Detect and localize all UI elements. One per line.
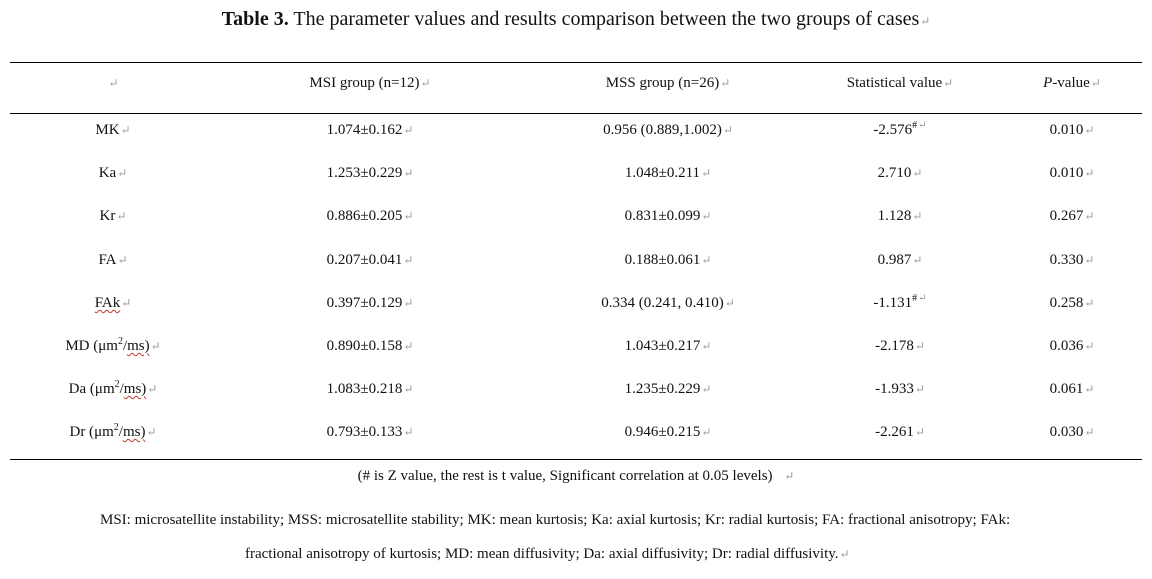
footnote-line-1: MSI: microsatellite instability; MSS: microsatellite stability; MK: mean kurtosis; Ka: axial kurtosis; Kr: radial kurtosis; FA: fractional anisotropy; FAk: — [100, 512, 1011, 528]
paragraph-mark-icon: ↵ — [839, 547, 850, 561]
paragraph-mark-icon: ↵ — [943, 76, 954, 90]
paragraph-mark-icon: ↵ — [918, 293, 927, 304]
cell-statistic — [873, 294, 926, 312]
cell-parameter — [69, 423, 156, 441]
mss-value: 0.956 (0.889,1.002) — [603, 122, 722, 138]
paragraph-mark-icon: ↵ — [914, 339, 925, 353]
paragraph-mark-icon: ↵ — [146, 425, 157, 439]
unit-exponent: 2 — [117, 336, 123, 347]
msi-value: 0.793±0.133 — [326, 424, 403, 440]
unit-exponent: 2 — [114, 379, 120, 390]
cell-parameter — [65, 337, 160, 355]
cell-msi — [327, 423, 414, 441]
msi-value: 1.253±0.229 — [326, 165, 403, 181]
mss-value: 0.946±0.215 — [624, 424, 701, 440]
param-name: Da ( — [68, 381, 95, 397]
param-unit: / — [119, 381, 124, 397]
cell-msi — [327, 164, 414, 182]
paragraph-mark-icon: ↵ — [121, 296, 132, 310]
param-name: MD ( — [65, 338, 99, 354]
cell-statistic — [878, 251, 923, 269]
paragraph-mark-icon: ↵ — [1084, 123, 1095, 137]
paragraph-mark-icon: ↵ — [918, 120, 927, 131]
paragraph-mark-icon: ↵ — [108, 76, 119, 90]
cell-p-value — [1050, 294, 1095, 312]
msi-value: 1.074±0.162 — [326, 122, 403, 138]
table-caption: The parameter values and results comparison between the two groups of cases — [288, 8, 920, 30]
msi-value: 0.886±0.205 — [326, 208, 403, 224]
footnote — [100, 503, 1130, 537]
mss-value: 0.831±0.099 — [624, 208, 701, 224]
msi-value: 0.207±0.041 — [326, 252, 403, 268]
cell-msi — [327, 337, 414, 355]
paragraph-mark-icon: ↵ — [1084, 166, 1095, 180]
cell-p-value — [1050, 380, 1095, 398]
paragraph-mark-icon: ↵ — [1084, 296, 1095, 310]
param-unit: μm — [94, 381, 115, 397]
table-title — [0, 8, 1152, 31]
cell-msi — [327, 380, 414, 398]
paragraph-mark-icon: ↵ — [724, 296, 735, 310]
paragraph-mark-icon: ↵ — [403, 123, 414, 137]
paragraph-mark-icon: ↵ — [1084, 425, 1095, 439]
paragraph-mark-icon: ↵ — [403, 339, 414, 353]
cell-mss — [625, 164, 711, 182]
statistic-value: -2.178 — [875, 338, 914, 354]
statistic-value: -2.576 — [873, 122, 913, 138]
p-value: 0.010 — [1049, 165, 1084, 181]
param-name: Kr — [99, 208, 116, 224]
header-msi — [309, 74, 430, 92]
paragraph-mark-icon: ↵ — [403, 209, 414, 223]
mss-value: 0.334 (0.241, 0.410) — [601, 295, 724, 311]
z-value-marker: # — [912, 120, 918, 131]
msi-value: 0.397±0.129 — [326, 295, 403, 311]
p-value: 0.267 — [1049, 208, 1084, 224]
paragraph-mark-icon: ↵ — [1090, 76, 1101, 90]
cell-statistic — [873, 121, 926, 139]
mss-value: 0.188±0.061 — [624, 252, 701, 268]
p-value: 0.330 — [1049, 252, 1084, 268]
paragraph-mark-icon: ↵ — [403, 425, 414, 439]
cell-parameter — [95, 121, 130, 139]
cell-mss — [625, 207, 712, 225]
paragraph-mark-icon: ↵ — [420, 76, 431, 90]
statistic-value: -2.261 — [875, 424, 914, 440]
paragraph-mark-icon: ↵ — [1084, 339, 1095, 353]
param-name: FAk — [94, 295, 121, 311]
footnote-line-2: fractional anisotropy of kurtosis; MD: mean diffusivity; Da: axial diffusivity; Dr: radial diffusivity. — [245, 546, 839, 562]
cell-statistic — [878, 207, 923, 225]
cell-parameter — [98, 251, 127, 269]
cell-p-value — [1050, 251, 1095, 269]
param-unit: μm — [94, 424, 114, 440]
paragraph-mark-icon: ↵ — [912, 209, 923, 223]
header-statistic — [847, 74, 953, 92]
paragraph-mark-icon: ↵ — [1084, 382, 1095, 396]
statistic-value: -1.131 — [873, 295, 913, 311]
param-name: MK — [95, 122, 120, 138]
paragraph-mark-icon: ↵ — [117, 166, 128, 180]
header-p-value — [1043, 74, 1101, 92]
statistic-value: -1.933 — [875, 381, 914, 397]
cell-mss — [625, 337, 712, 355]
paragraph-mark-icon: ↵ — [722, 123, 733, 137]
paragraph-mark-icon: ↵ — [701, 209, 712, 223]
msi-value: 1.083±0.218 — [326, 381, 403, 397]
cell-statistic — [875, 380, 925, 398]
p-letter: P — [1043, 75, 1053, 91]
param-unit: ms) — [123, 381, 147, 397]
z-value-marker: # — [912, 293, 918, 304]
cell-p-value — [1050, 207, 1095, 225]
statistic-value: 1.128 — [877, 208, 912, 224]
p-value: 0.036 — [1049, 338, 1084, 354]
paragraph-mark-icon: ↵ — [1084, 209, 1095, 223]
statistic-value: 2.710 — [877, 165, 912, 181]
paragraph-mark-icon: ↵ — [1084, 253, 1095, 267]
paragraph-mark-icon: ↵ — [403, 166, 414, 180]
cell-statistic — [875, 337, 925, 355]
paragraph-mark-icon: ↵ — [914, 382, 925, 396]
cell-parameter — [69, 380, 158, 398]
table-note-text: (# is Z value, the rest is t value, Significant correlation at 0.05 levels) — [357, 468, 773, 484]
header-label: Statistical value — [846, 75, 943, 91]
cell-mss — [603, 121, 733, 139]
cell-msi — [327, 121, 414, 139]
cell-statistic — [875, 423, 925, 441]
paragraph-mark-icon: ↵ — [784, 469, 795, 483]
bottom-rule — [10, 459, 1142, 460]
cell-p-value — [1050, 121, 1095, 139]
paragraph-mark-icon: ↵ — [403, 253, 414, 267]
param-unit: ms) — [122, 424, 146, 440]
paragraph-mark-icon: ↵ — [701, 166, 712, 180]
paragraph-mark-icon: ↵ — [116, 209, 127, 223]
paragraph-mark-icon: ↵ — [120, 123, 131, 137]
cell-p-value — [1050, 423, 1095, 441]
header-label: MSS group (n=26) — [605, 75, 720, 91]
paragraph-mark-icon: ↵ — [914, 425, 925, 439]
paragraph-mark-icon: ↵ — [117, 253, 128, 267]
header-mss — [606, 74, 731, 92]
table-note — [0, 468, 1152, 485]
param-name: Dr ( — [69, 424, 95, 440]
p-suffix: -value — [1052, 75, 1090, 91]
cell-p-value — [1050, 164, 1095, 182]
paragraph-mark-icon: ↵ — [403, 296, 414, 310]
param-name: FA — [98, 252, 117, 268]
cell-mss — [625, 251, 712, 269]
paragraph-mark-icon: ↵ — [150, 339, 161, 353]
cell-p-value — [1050, 337, 1095, 355]
param-unit: ms) — [127, 338, 150, 354]
cell-statistic — [878, 164, 923, 182]
cell-msi — [327, 294, 414, 312]
param-unit: / — [122, 338, 128, 354]
p-value: 0.061 — [1049, 381, 1084, 397]
paragraph-mark-icon: ↵ — [720, 76, 731, 90]
cell-parameter — [95, 294, 132, 312]
cell-mss — [601, 294, 735, 312]
mss-value: 1.235±0.229 — [624, 381, 701, 397]
paragraph-mark-icon: ↵ — [701, 339, 712, 353]
cell-mss — [625, 423, 712, 441]
cell-parameter — [100, 207, 127, 225]
paragraph-mark-icon: ↵ — [701, 382, 712, 396]
p-value: 0.030 — [1049, 424, 1084, 440]
cell-parameter — [99, 164, 128, 182]
unit-exponent: 2 — [113, 422, 119, 433]
mss-value: 1.043±0.217 — [624, 338, 701, 354]
statistic-value: 0.987 — [877, 252, 912, 268]
footnote-continued — [245, 537, 1152, 571]
paragraph-mark-icon: ↵ — [403, 382, 414, 396]
header-label: MSI group (n=12) — [309, 75, 420, 91]
paragraph-mark-icon: ↵ — [147, 382, 158, 396]
cell-mss — [625, 380, 712, 398]
param-unit: / — [118, 424, 123, 440]
header-rule — [10, 113, 1142, 114]
cell-msi — [327, 251, 414, 269]
paragraph-mark-icon: ↵ — [920, 14, 931, 28]
param-name: Ka — [98, 165, 117, 181]
p-value: 0.010 — [1049, 122, 1084, 138]
header-blank — [107, 74, 118, 92]
mss-value: 1.048±0.211 — [624, 165, 701, 181]
paragraph-mark-icon: ↵ — [701, 253, 712, 267]
paragraph-mark-icon: ↵ — [701, 425, 712, 439]
paragraph-mark-icon: ↵ — [912, 253, 923, 267]
top-rule — [10, 62, 1142, 63]
param-unit: μm — [98, 338, 118, 354]
p-value: 0.258 — [1049, 295, 1084, 311]
cell-msi — [327, 207, 414, 225]
msi-value: 0.890±0.158 — [326, 338, 403, 354]
table-label: Table 3. — [221, 8, 289, 30]
paragraph-mark-icon: ↵ — [912, 166, 923, 180]
